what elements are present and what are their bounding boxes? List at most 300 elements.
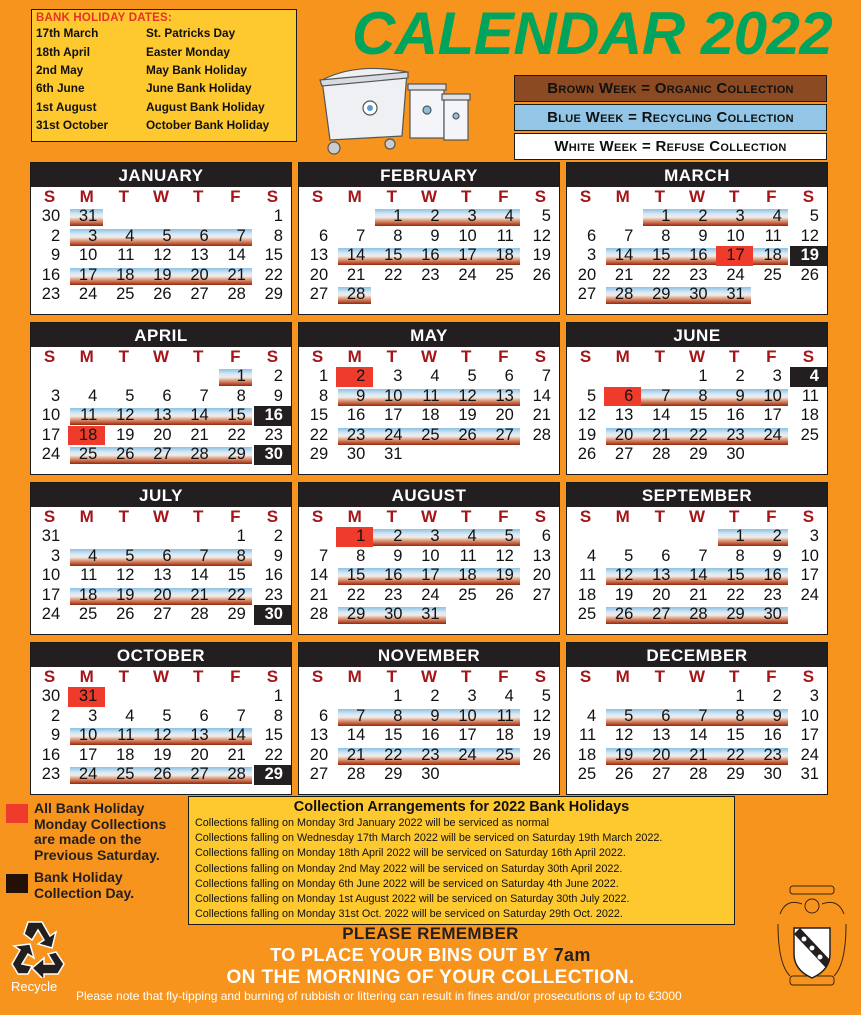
day-cell: 27: [495, 425, 514, 444]
day-cell: 14: [532, 386, 551, 405]
arrangements-title: Collection Arrangements for 2022 Bank Holidays: [293, 799, 630, 815]
day-cell: 10: [384, 386, 403, 405]
day-cell: 28: [689, 605, 708, 624]
day-cell: 14: [689, 566, 708, 585]
day-cell: [448, 445, 485, 465]
day-cell: 2: [50, 226, 61, 245]
day-cell: 13: [153, 406, 172, 425]
day-cell: 12: [614, 566, 634, 585]
weekday-header: T: [386, 187, 398, 206]
day-cell: 4: [430, 367, 440, 385]
day-cell: 21: [689, 745, 708, 764]
weekday-header: M: [347, 667, 362, 686]
day-cell: 4: [125, 226, 135, 245]
day-cell: 10: [458, 706, 477, 725]
weekday-header: W: [420, 667, 438, 686]
day-cell: 6: [199, 706, 209, 725]
day-cell: 9: [430, 706, 440, 725]
day-cell: 19: [116, 585, 135, 604]
week-row: [299, 707, 559, 727]
week-row: [31, 586, 291, 606]
day-cell: 18: [116, 745, 135, 764]
day-cell: 1: [661, 207, 671, 225]
day-cell: 13: [495, 386, 514, 405]
day-cell: 23: [421, 745, 440, 764]
day-cell: 31: [726, 285, 745, 304]
week-row: [567, 566, 827, 586]
day-cell: 16: [421, 246, 440, 265]
day-cell: 24: [41, 605, 61, 624]
day-cell: 6: [661, 706, 671, 725]
day-cell: 12: [458, 386, 477, 405]
day-cell: [678, 687, 715, 707]
reminder-heading: PLEASE REMEMBER: [342, 924, 519, 943]
day-cell: 7: [624, 226, 634, 245]
day-cell: 24: [384, 425, 403, 444]
day-cell: [678, 527, 715, 547]
day-cell: 28: [532, 425, 551, 444]
weekday-header: S: [579, 347, 592, 366]
day-cell: 21: [532, 406, 551, 425]
day-cell: 10: [41, 566, 61, 585]
day-cell: 22: [384, 265, 403, 284]
bank-holiday-date: 1st August: [36, 99, 97, 114]
wheelie-bins-icon: [312, 58, 472, 158]
week-row: [31, 527, 291, 547]
day-cell: 10: [78, 726, 98, 745]
day-cell: 30: [346, 445, 366, 464]
day-cell: 21: [227, 745, 246, 764]
day-cell: 7: [661, 386, 671, 405]
day-cell: 16: [763, 566, 782, 585]
day-cell: [448, 285, 485, 305]
day-cell: 9: [772, 546, 782, 565]
day-cell: [217, 687, 254, 707]
weekday-header: S: [311, 187, 324, 206]
weekday-header: T: [728, 347, 740, 366]
day-cell: [604, 527, 641, 547]
month-title: DECEMBER: [567, 643, 827, 667]
week-row: [31, 227, 291, 247]
day-cell: 17: [800, 726, 819, 745]
week-row: [31, 726, 291, 746]
bank-holiday-row: [36, 98, 292, 116]
arrangement-line: Collections falling on Monday 31st Oct. 2022 will be serviced on Saturday 29th Oct. 2022.: [195, 908, 623, 921]
weekday-header: T: [728, 187, 740, 206]
day-cell: [485, 605, 522, 625]
day-cell: 17: [458, 246, 477, 265]
day-cell: 17: [458, 726, 477, 745]
day-cell: 7: [318, 546, 329, 565]
day-cell: 26: [577, 445, 597, 464]
day-cell: 4: [586, 706, 597, 725]
week-row: [31, 445, 291, 465]
week-row: [31, 285, 291, 305]
day-cell: 29: [689, 445, 708, 464]
week-row: [299, 367, 559, 387]
month-title: SEPTEMBER: [567, 483, 827, 507]
day-cell: 28: [309, 605, 329, 624]
weekday-header: W: [688, 187, 706, 206]
day-cell: 2: [772, 527, 782, 545]
day-cell: 22: [384, 745, 403, 764]
weekday-header: F: [766, 507, 777, 526]
day-cell: 25: [421, 425, 440, 444]
brown-week-legend: Brown Week = Organic Collection: [514, 75, 827, 102]
week-row: [31, 707, 291, 727]
day-cell: [753, 285, 790, 305]
day-cell: 26: [614, 605, 634, 624]
day-cell: 7: [236, 226, 246, 245]
bank-holiday-name: Easter Monday: [146, 44, 230, 59]
day-cell: 23: [41, 285, 61, 304]
day-cell: [180, 527, 217, 547]
day-cell: 23: [689, 265, 708, 284]
day-cell: 1: [273, 207, 283, 225]
day-cell: 29: [726, 605, 745, 624]
day-cell: 27: [153, 605, 172, 624]
day-cell: 10: [763, 386, 782, 405]
day-cell: 6: [318, 706, 329, 725]
day-cell: [105, 527, 142, 547]
day-cell: 11: [579, 566, 597, 585]
day-cell: 6: [318, 226, 329, 245]
day-cell: [790, 605, 827, 625]
day-cell: 18: [68, 426, 105, 446]
day-cell: [753, 445, 790, 465]
week-row: [31, 605, 291, 625]
day-cell: [142, 367, 179, 387]
day-cell: 21: [346, 745, 366, 764]
day-cell: 3: [772, 367, 782, 385]
weekday-header: M: [79, 187, 94, 206]
weekday-header: T: [118, 667, 130, 686]
weekday-header: T: [192, 187, 204, 206]
day-cell: 20: [190, 745, 209, 764]
day-cell: 11: [764, 226, 782, 245]
day-cell: 5: [467, 367, 477, 385]
day-cell: 14: [227, 246, 246, 265]
weekday-header: F: [766, 347, 777, 366]
day-cell: [485, 285, 522, 305]
week-row: [567, 746, 827, 766]
weekday-header: M: [615, 187, 630, 206]
day-cell: 22: [264, 265, 283, 284]
month-january: [30, 162, 292, 315]
weekday-header: W: [152, 347, 170, 366]
week-row: [567, 207, 827, 227]
day-cell: 19: [577, 425, 597, 444]
day-cell: 21: [190, 425, 209, 444]
weekday-header: T: [192, 667, 204, 686]
day-cell: 9: [50, 726, 61, 745]
day-cell: 5: [586, 386, 597, 405]
day-cell: 18: [800, 406, 819, 425]
day-cell: 27: [153, 445, 172, 464]
arrangement-line: Collections falling on Wednesday 17th March 2022 will be serviced on Saturday 19th March 2022.: [195, 832, 663, 845]
weekday-header: T: [118, 507, 130, 526]
weekday-header: S: [802, 347, 815, 366]
day-cell: 9: [735, 386, 745, 405]
day-cell: 25: [116, 285, 135, 304]
weekday-header: F: [230, 667, 241, 686]
bank-holiday-date: 31st October: [36, 118, 109, 133]
weekday-header-row: [567, 507, 827, 527]
day-cell: 30: [421, 765, 440, 784]
day-cell: [373, 285, 410, 305]
day-cell: 24: [78, 285, 98, 304]
day-cell: 14: [652, 406, 671, 425]
day-cell: 30: [763, 605, 782, 624]
day-cell: 5: [125, 546, 135, 565]
day-cell: 23: [264, 425, 283, 444]
bank-holiday-row: [36, 116, 292, 134]
bank-holiday-name: May Bank Holiday: [146, 62, 247, 77]
day-cell: 18: [495, 726, 514, 745]
day-cell: 22: [309, 425, 329, 444]
day-cell: [604, 687, 641, 707]
day-cell: 25: [116, 765, 135, 784]
day-cell: [790, 445, 827, 465]
day-cell: [641, 367, 678, 387]
week-row: [567, 227, 827, 247]
day-cell: 5: [504, 527, 514, 545]
weekday-header: S: [266, 347, 279, 366]
day-cell: 21: [689, 585, 708, 604]
day-cell: [105, 687, 142, 707]
week-row: [567, 605, 827, 625]
day-cell: 30: [689, 285, 708, 304]
day-cell: 23: [763, 745, 782, 764]
day-cell: 31: [384, 445, 403, 464]
weekday-header: T: [654, 667, 666, 686]
day-cell: 3: [586, 246, 597, 265]
week-row: [31, 746, 291, 766]
day-cell: 4: [467, 527, 477, 545]
week-row: [567, 367, 827, 387]
weekday-header: F: [230, 347, 241, 366]
weekday-header: F: [230, 187, 241, 206]
day-cell: 15: [264, 726, 283, 745]
day-cell: 1: [236, 367, 246, 385]
day-cell: 19: [153, 265, 172, 284]
day-cell: 8: [393, 226, 403, 245]
day-cell: 8: [735, 706, 745, 725]
day-cell: 28: [190, 605, 209, 624]
month-october: [30, 642, 292, 795]
day-cell: 1: [698, 367, 708, 385]
day-cell: 2: [430, 207, 440, 225]
day-cell: 5: [541, 687, 551, 705]
weekday-header: W: [688, 347, 706, 366]
day-cell: 28: [652, 445, 671, 464]
day-cell: 18: [577, 745, 597, 764]
day-cell: 29: [346, 605, 366, 624]
week-row: [299, 605, 559, 625]
day-cell: [217, 207, 254, 227]
day-cell: 13: [309, 246, 329, 265]
day-cell: 25: [763, 265, 782, 284]
day-cell: 9: [50, 246, 61, 265]
day-cell: [410, 285, 447, 305]
arrangement-line: Collections falling on Monday 6th June 2022 will be serviced on Saturday 4th June 2022.: [195, 877, 619, 890]
day-cell: 19: [495, 566, 514, 585]
weekday-header: T: [654, 347, 666, 366]
day-cell: 12: [614, 726, 634, 745]
weekday-header: T: [654, 187, 666, 206]
day-cell: [180, 687, 217, 707]
day-cell: 2: [336, 367, 373, 387]
reminder-line-morning: ON THE MORNING OF YOUR COLLECTION.: [226, 967, 635, 988]
day-cell: 12: [577, 406, 597, 425]
reminder-line-time: [0, 945, 861, 966]
weekday-header: T: [460, 667, 472, 686]
day-cell: 2: [50, 706, 61, 725]
weekday-header-row: [567, 347, 827, 367]
day-cell: 13: [614, 406, 634, 425]
bank-holiday-row: [36, 24, 292, 42]
bank-holiday-monday-note: All Bank Holiday Monday Collections are made on the Previous Saturday.: [34, 800, 167, 863]
month-title: APRIL: [31, 323, 291, 347]
council-crest-icon: [776, 884, 848, 990]
weekday-header: S: [802, 507, 815, 526]
day-cell: 22: [689, 425, 708, 444]
day-cell: 16: [384, 566, 403, 585]
week-row: [567, 547, 827, 567]
day-cell: [336, 207, 373, 227]
day-cell: 22: [652, 265, 671, 284]
weekday-header: W: [152, 507, 170, 526]
day-cell: 29: [309, 445, 329, 464]
day-cell: 30: [41, 687, 61, 705]
arrangement-line: Collections falling on Monday 1st August 2022 will be serviced on Saturday 30th July 2022.: [195, 893, 630, 906]
day-cell: 2: [430, 687, 440, 705]
day-cell: 20: [495, 406, 514, 425]
day-cell: 29: [726, 765, 745, 784]
day-cell: 16: [421, 726, 440, 745]
weekday-header: W: [420, 187, 438, 206]
week-row: [299, 445, 559, 465]
day-cell: 9: [273, 546, 283, 565]
day-cell: [142, 687, 179, 707]
day-cell: 31: [800, 765, 819, 784]
day-cell: 5: [541, 207, 551, 225]
weekday-header: S: [802, 187, 815, 206]
weekday-header: T: [386, 507, 398, 526]
week-row: [299, 406, 559, 426]
day-cell: 7: [199, 546, 209, 565]
day-cell: 10: [421, 546, 440, 565]
day-cell: 7: [698, 546, 708, 565]
weekday-header: S: [534, 187, 547, 206]
day-cell: 23: [346, 425, 366, 444]
day-cell: 21: [309, 585, 329, 604]
day-cell: 21: [614, 265, 634, 284]
day-cell: 30: [41, 207, 61, 225]
day-cell: [567, 207, 604, 227]
day-cell: 3: [88, 706, 98, 725]
day-cell: 16: [264, 566, 283, 585]
day-cell: 15: [227, 566, 246, 585]
day-cell: [641, 527, 678, 547]
day-cell: 10: [78, 246, 98, 265]
day-cell: 1: [336, 527, 373, 547]
week-row: [567, 765, 827, 785]
day-cell: [68, 527, 105, 547]
day-cell: 28: [227, 765, 246, 784]
weekday-header: S: [802, 667, 815, 686]
weekday-header: S: [43, 507, 56, 526]
day-cell: [522, 285, 559, 305]
day-cell: 12: [800, 226, 819, 245]
day-cell: 28: [346, 285, 366, 304]
reminder-time: 7am: [553, 945, 591, 965]
bank-holiday-monday-swatch: [6, 804, 28, 823]
day-cell: 2: [735, 367, 745, 385]
recycle-label: Recycle: [11, 979, 58, 994]
day-cell: 8: [236, 386, 246, 405]
collection-day-note: Bank Holiday Collection Day.: [34, 869, 135, 901]
day-cell: 18: [577, 585, 597, 604]
day-cell: 24: [421, 585, 440, 604]
weekday-header: T: [460, 507, 472, 526]
week-row: [299, 765, 559, 785]
weekday-header: F: [766, 187, 777, 206]
day-cell: 8: [735, 546, 745, 565]
day-cell: 3: [393, 367, 403, 385]
day-cell: 1: [273, 687, 283, 705]
recycle-icon: [6, 918, 50, 978]
day-cell: 22: [264, 745, 283, 764]
week-row: [299, 266, 559, 286]
day-cell: 24: [458, 745, 477, 764]
weekday-header: M: [347, 187, 362, 206]
day-cell: 14: [614, 246, 634, 265]
weekday-header: S: [534, 507, 547, 526]
weekday-header: M: [615, 347, 630, 366]
weekday-header: M: [79, 507, 94, 526]
day-cell: 5: [125, 386, 135, 405]
day-cell: 28: [227, 285, 246, 304]
day-cell: 12: [532, 226, 551, 245]
week-row: [567, 406, 827, 426]
day-cell: 12: [495, 546, 514, 565]
month-november: [298, 642, 560, 795]
day-cell: 29: [264, 285, 283, 304]
day-cell: 17: [78, 745, 98, 764]
day-cell: 6: [661, 546, 671, 565]
day-cell: 4: [88, 386, 98, 405]
day-cell: [641, 687, 678, 707]
day-cell: 10: [458, 226, 477, 245]
month-june: [566, 322, 828, 475]
day-cell: 8: [661, 226, 671, 245]
day-cell: 23: [726, 425, 745, 444]
day-cell: 27: [614, 445, 634, 464]
week-row: [31, 687, 291, 707]
day-cell: 13: [153, 566, 172, 585]
week-row: [567, 246, 827, 266]
day-cell: 27: [309, 765, 329, 784]
weekday-header: T: [386, 347, 398, 366]
day-cell: [299, 527, 336, 547]
weekday-header-row: [567, 187, 827, 207]
day-cell: 25: [78, 605, 98, 624]
weekday-header: W: [152, 667, 170, 686]
day-cell: 6: [541, 527, 551, 545]
day-cell: 15: [652, 246, 671, 265]
month-title: AUGUST: [299, 483, 559, 507]
